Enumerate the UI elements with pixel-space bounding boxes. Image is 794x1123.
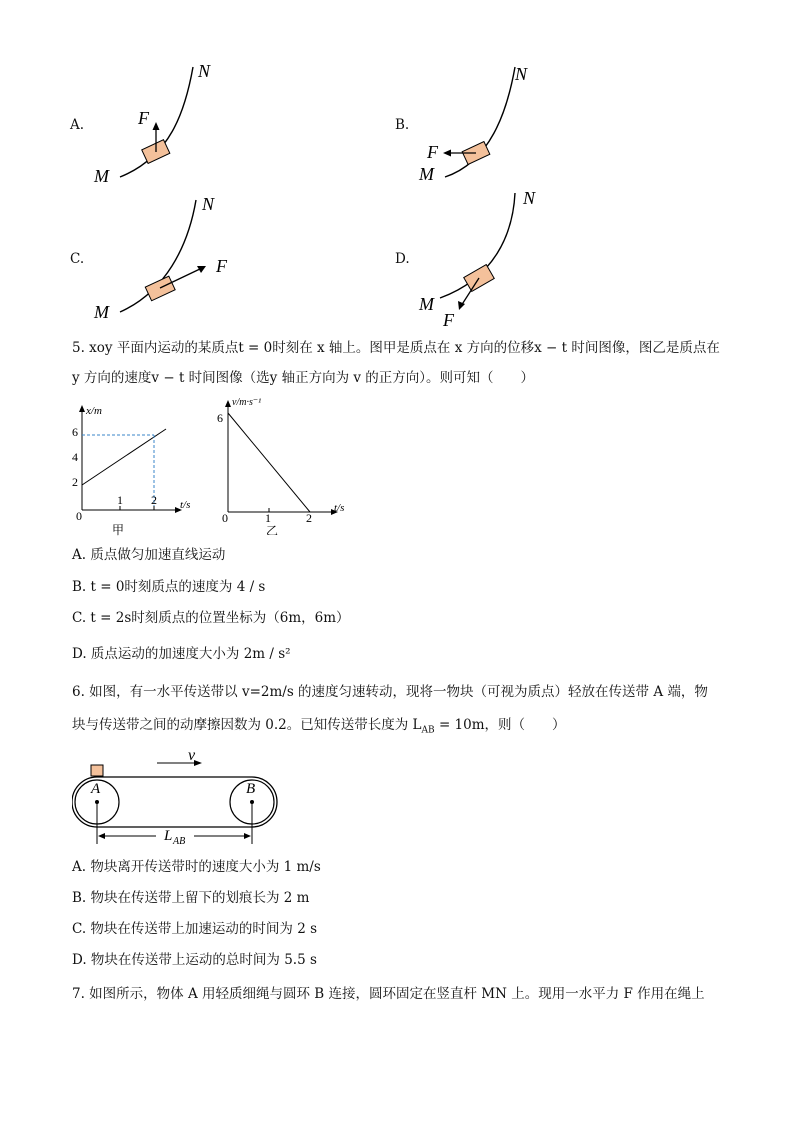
q4-option-b[interactable] <box>395 62 575 192</box>
q5-option-c[interactable]: C. t = 2s时刻质点的位置坐标为（6m，6m） <box>72 610 350 626</box>
block <box>91 765 103 776</box>
x-axis-label: t/s <box>180 499 191 511</box>
q4-option-d[interactable] <box>395 188 575 333</box>
q5-option-b[interactable]: B. t = 0时刻质点的速度为 4 / s <box>72 579 266 595</box>
label-l: L <box>164 828 173 844</box>
y-axis-label: x/m <box>86 405 102 417</box>
y-tick: 4 <box>72 450 78 464</box>
label-f: F <box>138 108 149 128</box>
q5-option-d[interactable]: D. 质点运动的加速度大小为 2m / s² <box>72 646 291 662</box>
x-t-line <box>82 429 166 485</box>
origin-label: 0 <box>76 509 82 523</box>
label-f: F <box>427 142 438 162</box>
q6-option-b[interactable]: B. 物块在传送带上留下的划痕长为 2 m <box>72 890 310 906</box>
label-b: B <box>246 781 256 797</box>
q6-option-a[interactable]: A. 物块离开传送带时的速度大小为 1 m/s <box>72 859 321 875</box>
label-m: M <box>94 302 109 322</box>
label-n: N <box>523 188 536 208</box>
x-tick: 1 <box>265 511 271 525</box>
q6-stem-line2: 块与传送带之间的动摩擦因数为 0.2。已知传送带长度为 $L_{AB} = 10m$，则（ ） <box>72 717 566 736</box>
diagram-force-on-block <box>395 188 575 333</box>
diagram-force-on-block <box>395 62 575 192</box>
v-t-line <box>228 413 310 512</box>
option-letter: C. <box>70 251 85 267</box>
label-m: M <box>419 164 434 184</box>
q7-stem-line1: 7. 如图所示，物体 A 用轻质细绳与圆环 B 连接，圆环固定在竖直杆 MN 上。现用一水平力 F 作用在绳上 <box>72 986 705 1002</box>
origin-label: 0 <box>222 511 228 525</box>
q5-option-a[interactable]: A. 质点做匀加速直线运动 <box>72 547 226 563</box>
q4-option-c[interactable] <box>70 192 270 327</box>
y-tick: 2 <box>72 475 78 489</box>
q6-stem-line1: 6. 如图，有一水平传送带以 v=2m/s 的速度匀速转动，现将一物块（可视为质点）轻放在传送带 A 端，物 <box>72 684 708 700</box>
label-f: F <box>443 310 454 330</box>
label-f: F <box>216 256 227 276</box>
q6-option-d[interactable]: D. 物块在传送带上运动的总时间为 5.5 s <box>72 952 317 968</box>
conveyor-belt-diagram <box>72 748 282 848</box>
q5-stem-line1: 5. xoy 平面内运动的某质点t = 0时刻在 x 轴上。图甲是质点在 x 方向的位移x − t 时间图像，图乙是质点在 <box>72 340 720 356</box>
caption: 甲 <box>112 523 125 537</box>
label-n: N <box>515 64 528 84</box>
y-tick: 6 <box>217 411 223 425</box>
diagram-force-on-block <box>70 192 270 327</box>
x-tick: 2 <box>151 493 157 507</box>
label-m: M <box>419 294 434 314</box>
block <box>145 276 175 301</box>
caption: 乙 <box>266 524 279 535</box>
option-letter: A. <box>70 117 85 133</box>
option-letter: B. <box>395 117 410 133</box>
label-m: M <box>94 166 109 186</box>
q5-stem-line2: y 方向的速度v − t 时间图像（选y 轴正方向为 v 的正方向）。则可知（ ） <box>72 370 535 386</box>
y-axis-label: v/m·s⁻¹ <box>232 397 262 408</box>
label-n: N <box>198 62 211 81</box>
label-n: N <box>202 194 215 214</box>
y-tick: 6 <box>72 425 78 439</box>
x-axis-label: t/s <box>334 502 345 514</box>
x-tick: 1 <box>117 493 123 507</box>
label-v: v <box>188 748 196 764</box>
graph-jia <box>62 400 192 540</box>
option-letter: D. <box>395 251 410 267</box>
q4-option-a[interactable] <box>70 62 250 192</box>
curve-mn <box>120 67 193 177</box>
label-a: A <box>91 781 101 797</box>
diagram-force-on-block <box>70 62 250 192</box>
label-l-sub: AB <box>173 836 186 847</box>
q6-option-c[interactable]: C. 物块在传送带上加速运动的时间为 2 s <box>72 921 318 937</box>
curve-mn <box>445 67 515 177</box>
graph-yi <box>208 395 348 535</box>
x-tick: 2 <box>306 511 312 525</box>
